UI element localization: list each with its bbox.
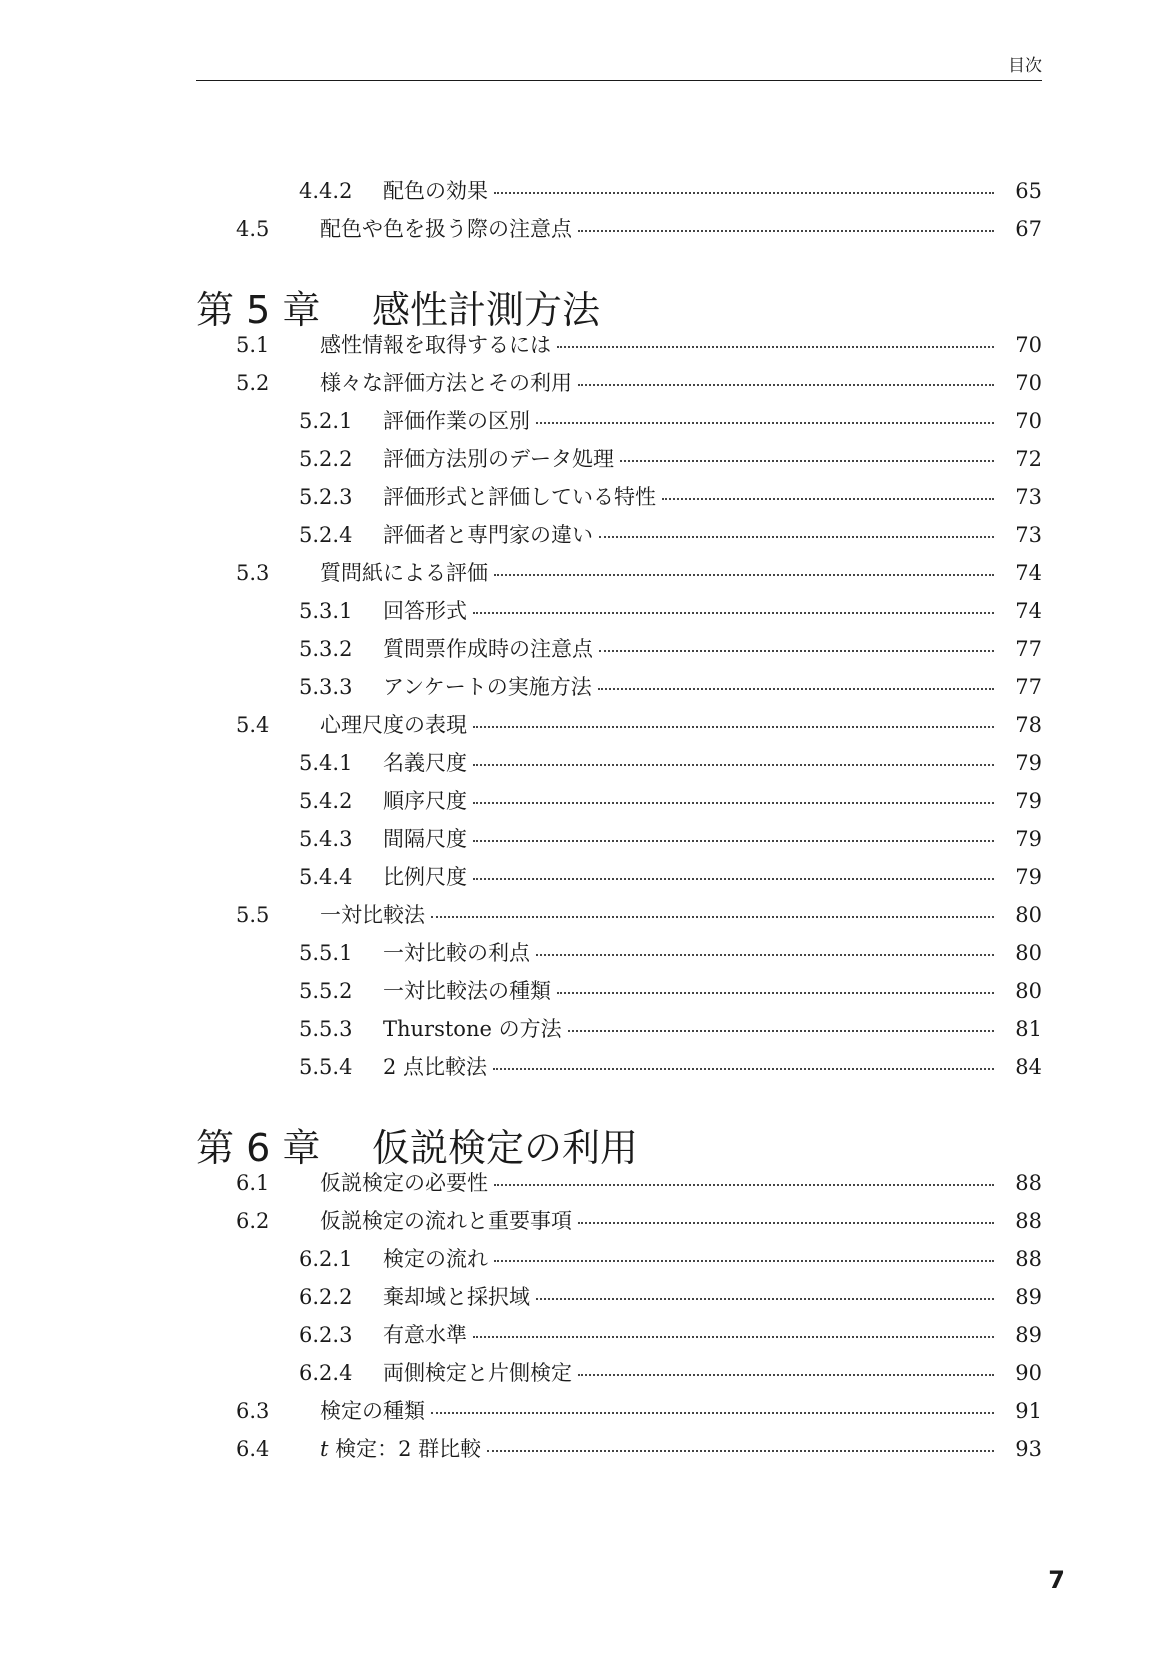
toc-subsection-entry[interactable] [0,404,1165,438]
toc-section-entry[interactable] [0,328,1165,362]
section-title: 両側検定と片側検定 [383,1361,572,1385]
section-title: 比例尺度 [383,865,467,889]
section-number: 5.3 [236,561,270,585]
page-ref: 79 [1015,865,1042,889]
page-ref: 79 [1015,751,1042,775]
section-title: 配色の効果 [383,179,488,203]
section-number: 5.2.4 [299,523,353,547]
section-number: 5.2.1 [299,409,353,433]
page-number: 7 [1048,1566,1065,1594]
dot-leader [578,382,994,386]
page-ref: 89 [1015,1323,1042,1347]
toc-section-entry[interactable] [0,1204,1165,1238]
section-number: 5.3.2 [299,637,353,661]
toc-subsection-entry[interactable] [0,174,1165,208]
section-title: 検定の流れ [383,1247,488,1271]
dot-leader [473,610,994,614]
dot-leader [536,1296,994,1300]
toc-subsection-entry[interactable] [0,784,1165,818]
section-number: 5.4 [236,713,270,737]
page-ref: 80 [1015,941,1042,965]
section-number: 6.2.2 [299,1285,353,1309]
dot-leader [473,724,994,728]
page-ref: 70 [1015,333,1042,357]
dot-leader [620,458,994,462]
dot-leader [431,914,994,918]
dot-leader [493,1066,994,1070]
section-number: 5.5.1 [299,941,353,965]
section-number: 5.5.2 [299,979,353,1003]
toc-subsection-entry[interactable] [0,974,1165,1008]
page-ref: 93 [1015,1437,1042,1461]
dot-leader [473,762,994,766]
toc-subsection-entry[interactable] [0,936,1165,970]
dot-leader [473,876,994,880]
section-title: 棄却域と採択域 [383,1285,530,1309]
toc-subsection-entry[interactable] [0,746,1165,780]
toc-section-entry[interactable] [0,212,1165,246]
page-ref: 70 [1015,409,1042,433]
dot-leader [494,1182,994,1186]
toc-subsection-entry[interactable] [0,442,1165,476]
section-title: 間隔尺度 [383,827,467,851]
page-ref: 89 [1015,1285,1042,1309]
chapter-title: 感性計測方法 [372,288,601,332]
section-number: 6.2.4 [299,1361,353,1385]
dot-leader [473,800,994,804]
section-title: 一対比較の利点 [383,941,530,965]
toc-subsection-entry[interactable] [0,1050,1165,1084]
page-ref: 77 [1015,675,1042,699]
page-ref: 88 [1015,1209,1042,1233]
section-title: 一対比較法の種類 [383,979,551,1003]
toc-section-entry[interactable] [0,1166,1165,1200]
section-title: t 検定：2 群比較 [320,1437,482,1461]
page-ref: 74 [1015,599,1042,623]
dot-leader [473,1334,994,1338]
toc-subsection-entry[interactable] [0,1280,1165,1314]
section-number: 5.4.4 [299,865,353,889]
dot-leader [599,648,994,652]
section-title: 名義尺度 [383,751,467,775]
toc-subsection-entry[interactable] [0,860,1165,894]
page-ref: 65 [1015,179,1042,203]
section-title: 評価者と専門家の違い [383,523,593,547]
section-number: 4.4.2 [299,179,353,203]
section-title: 順序尺度 [383,789,467,813]
chapter-title: 仮説検定の利用 [372,1126,639,1170]
toc-section-entry[interactable] [0,556,1165,590]
section-title: 仮説検定の必要性 [320,1171,488,1195]
section-title: 検定の種類 [320,1399,425,1423]
page-ref: 78 [1015,713,1042,737]
toc-section-entry[interactable] [0,1394,1165,1428]
section-title: 質問票作成時の注意点 [383,637,593,661]
dot-leader [599,534,994,538]
section-number: 5.3.3 [299,675,353,699]
toc-section-entry[interactable] [0,898,1165,932]
toc-subsection-entry[interactable] [0,670,1165,704]
dot-leader [578,1372,994,1376]
section-number: 6.1 [236,1171,270,1195]
page-ref: 80 [1015,979,1042,1003]
section-title: 評価方法別のデータ処理 [383,447,614,471]
toc-subsection-entry[interactable] [0,822,1165,856]
dot-leader [557,990,994,994]
dot-leader [494,190,994,194]
page-ref: 70 [1015,371,1042,395]
toc-subsection-entry[interactable] [0,632,1165,666]
section-number: 5.4.3 [299,827,353,851]
section-title: 配色や色を扱う際の注意点 [320,217,572,241]
section-number: 5.3.1 [299,599,353,623]
section-number: 4.5 [236,217,270,241]
dot-leader [568,1028,994,1032]
section-number: 5.5.3 [299,1017,353,1041]
dot-leader [494,1258,994,1262]
section-title: 仮説検定の流れと重要事項 [320,1209,572,1233]
section-number: 6.4 [236,1437,270,1461]
dot-leader [431,1410,994,1414]
section-number: 5.5 [236,903,270,927]
page-ref: 74 [1015,561,1042,585]
section-title: Thurstone の方法 [383,1017,562,1041]
page-ref: 77 [1015,637,1042,661]
page-ref: 79 [1015,789,1042,813]
section-title: 様々な評価方法とその利用 [320,371,572,395]
dot-leader [473,838,994,842]
section-number: 5.1 [236,333,270,357]
dot-leader [598,686,994,690]
running-head: 目次 [196,56,1042,81]
page-ref: 73 [1015,485,1042,509]
page-ref: 88 [1015,1171,1042,1195]
page-ref: 81 [1015,1017,1042,1041]
chapter-number: 第 5 章 [196,288,321,332]
section-title: 2 点比較法 [383,1055,488,1079]
toc-section-entry[interactable] [0,1432,1165,1466]
section-number: 6.2.3 [299,1323,353,1347]
dot-leader [536,952,994,956]
section-title: 心理尺度の表現 [320,713,467,737]
dot-leader [578,228,994,232]
page-ref: 80 [1015,903,1042,927]
toc-subsection-entry[interactable] [0,480,1165,514]
dot-leader [536,420,994,424]
section-number: 5.2.3 [299,485,353,509]
page-ref: 73 [1015,523,1042,547]
section-number: 5.4.1 [299,751,353,775]
section-title: 回答形式 [383,599,467,623]
section-number: 5.5.4 [299,1055,353,1079]
section-number: 5.2 [236,371,270,395]
toc-section-entry[interactable] [0,708,1165,742]
section-title: 評価形式と評価している特性 [383,485,656,509]
section-number: 6.2 [236,1209,270,1233]
section-number: 5.2.2 [299,447,353,471]
section-title: 質問紙による評価 [320,561,488,585]
chapter-number: 第 6 章 [196,1126,321,1170]
toc-subsection-entry[interactable] [0,1242,1165,1276]
section-title: 有意水準 [383,1323,467,1347]
section-number: 5.4.2 [299,789,353,813]
dot-leader [557,344,994,348]
page-ref: 79 [1015,827,1042,851]
page-ref: 84 [1015,1055,1042,1079]
toc-subsection-entry[interactable] [0,1356,1165,1390]
toc-subsection-entry[interactable] [0,518,1165,552]
page-ref: 91 [1015,1399,1042,1423]
section-number: 6.2.1 [299,1247,353,1271]
section-title: 評価作業の区別 [383,409,530,433]
toc-subsection-entry[interactable] [0,1012,1165,1046]
page-ref: 88 [1015,1247,1042,1271]
dot-leader [662,496,994,500]
section-title: 感性情報を取得するには [320,333,551,357]
section-title: アンケートの実施方法 [383,675,592,699]
toc-section-entry[interactable] [0,366,1165,400]
page-ref: 90 [1015,1361,1042,1385]
toc-subsection-entry[interactable] [0,594,1165,628]
page-ref: 67 [1015,217,1042,241]
page-ref: 72 [1015,447,1042,471]
dot-leader [578,1220,994,1224]
section-title: 一対比較法 [320,903,425,927]
toc-subsection-entry[interactable] [0,1318,1165,1352]
dot-leader [494,572,994,576]
dot-leader [487,1448,994,1452]
section-number: 6.3 [236,1399,270,1423]
